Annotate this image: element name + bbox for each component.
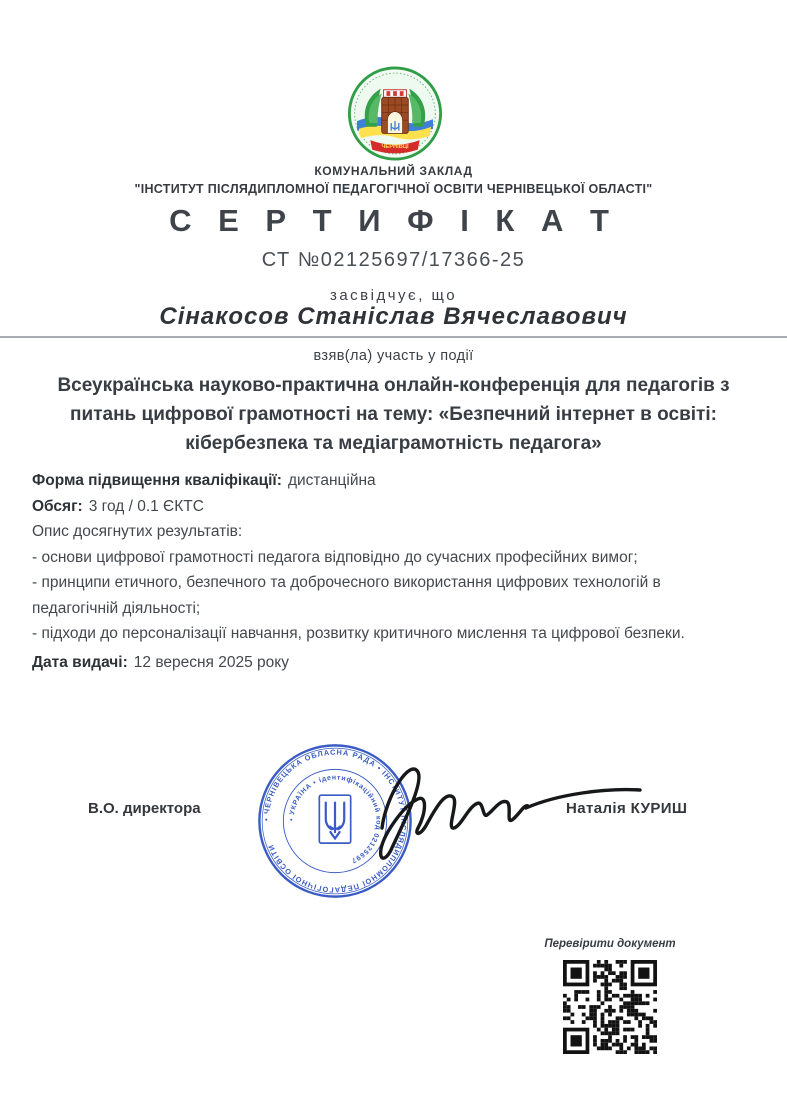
volume-line: [32, 494, 746, 520]
result-item: - принципи етичного, безпечного та доброчесного використання цифрових технологій в педагогічній діяльності;: [32, 574, 661, 617]
issue-date-line: [32, 650, 746, 676]
result-item: - підходи до персоналізації навчання, розвитку критичного мислення та цифрової безпеки.: [32, 625, 685, 642]
event-title-line: Всеукраїнська науково-практична онлайн-конференція для педагогів з: [57, 375, 730, 396]
event-title-line: кібербезпека та медіаграмотність педагога»: [185, 433, 602, 454]
verify-document-label: Перевірити документ: [544, 938, 676, 950]
logo-city-text: ЧЕРНІВЦІ: [381, 144, 409, 151]
form-value: дистанційна: [287, 472, 376, 489]
org-name-line1: КОМУНАЛЬНИЙ ЗАКЛАД: [314, 164, 473, 178]
form-line: [32, 468, 746, 494]
volume-label: Обсяг:: [32, 497, 83, 515]
emblem-icon: [347, 66, 443, 161]
stamp-outer-text: • ЧЕРНІВЕЦЬКА ОБЛАСНА РАДА • ІНСТИТУТ ПІСЛЯДИПЛОМНОЇ ПЕДАГОГІЧНОЇ ОСВІТИ: [261, 747, 409, 895]
results-label: Опис досягнутих результатів:: [32, 523, 243, 540]
event-title-line: питань цифрової грамотності на тему: «Безпечний інтернет в освіті:: [70, 404, 717, 425]
form-label: Форма підвищення кваліфікації:: [32, 472, 282, 489]
event-title: [24, 371, 763, 458]
participation-label: взяв(ла) участь у події: [313, 348, 474, 364]
certifies-label: засвідчує, що: [329, 287, 458, 304]
institution-logo: [347, 66, 443, 161]
issue-date-value: 12 вересня 2025 року: [133, 653, 289, 671]
signer-position: В.О. директора: [88, 800, 201, 817]
details-block: [32, 468, 746, 675]
result-item: - основи цифрової грамотності педагога відповідно до сучасних професійних вимог;: [32, 548, 638, 566]
qr-code: [563, 960, 657, 1054]
org-name-line2: "ІНСТИТУТ ПІСЛЯДИПЛОМНОЇ ПЕДАГОГІЧНОЇ ОСВІТИ ЧЕРНІВЕЦЬКОЇ ОБЛАСТІ": [134, 182, 653, 196]
separator-line: [0, 336, 787, 338]
certificate-number: СТ №02125697/17366-25: [261, 249, 526, 271]
recipient-name: Сінакосов Станіслав Вячеславович: [159, 303, 628, 330]
stamp-inner-text: • УКРАЇНА • ідентифікаційний код 02125697: [288, 774, 382, 865]
signer-name: Наталія КУРИШ: [566, 800, 688, 817]
certificate-title: С Е Р Т И Ф І К А Т: [169, 203, 618, 238]
trident-icon: [326, 803, 344, 839]
volume-value: 3 год / 0.1 ЄКТС: [88, 497, 204, 515]
issue-date-label: Дата видачі:: [32, 653, 128, 671]
